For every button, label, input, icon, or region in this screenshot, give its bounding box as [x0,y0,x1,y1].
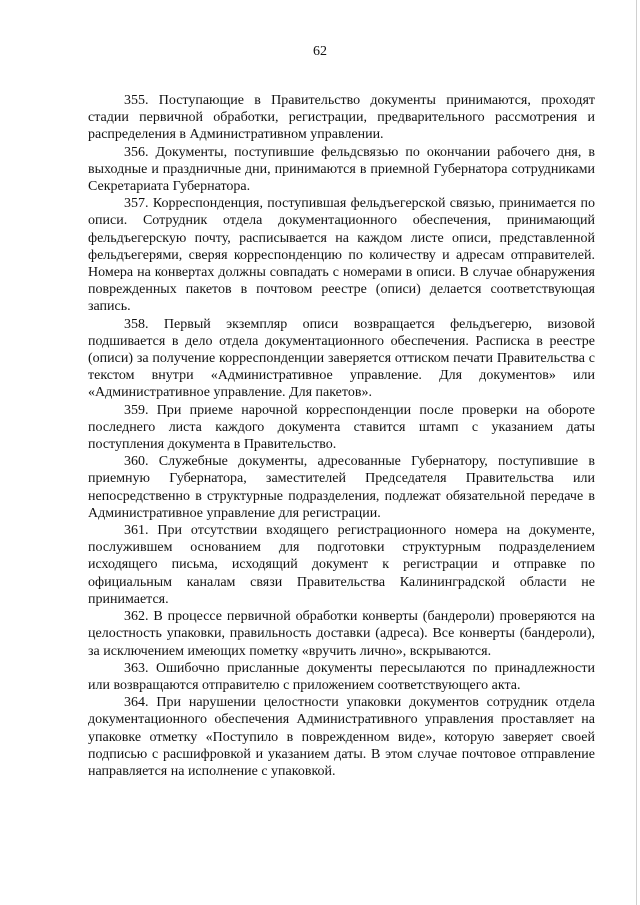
paragraph-360: 360. Служебные документы, адресованные Губернатору, поступившие в приемную Губернатора, заместителей Председателя Правительства или непосредственно в структурные подразделения, подлежат обязательной передаче в Административное управление для регистрации. [88,454,595,521]
page-number: 62 [313,44,327,59]
paragraph-363: 363. Ошибочно присланные документы пересылаются по принадлежности или возвращаются отправителю с приложением соответствующего акта. [88,660,595,693]
paragraph-361: 361. При отсутствии входящего регистрационного номера на документе, послужившем основанием для подготовки структурным подразделением исходящего письма, исходящий документ к регистрации и отправке по официальным каналам связи Правительства Калининградской области не принимается. [88,523,595,607]
paragraph-355: 355. Поступающие в Правительство документы принимаются, проходят стадии первичной обработки, регистрации, предварительного рассмотрения и распределения в Административном управлении. [88,93,595,143]
paragraph-364: 364. При нарушении целостности упаковки документов сотрудник отдела документационного обеспечения Административного управления проставляет на упаковке отметку «Поступило в поврежденном виде», которую заверяет своей подписью с расшифровкой и указанием даты. В этом случае почтовое отправление направляется на исполнение с упаковкой. [88,695,595,779]
paragraph-358: 358. Первый экземпляр описи возвращается фельдъегерю, визовой подшивается в дело отдела документационного обеспечения. Расписка в реестре (описи) за получение корреспонденции заверяется оттиском печати Правительства с текстом внутри «Административное управление. Для документов» или «Административное управление. Для пакетов». [88,316,595,401]
paragraph-357: 357. Корреспонденция, поступившая фельдъегерской связью, принимается по описи. Сотрудник отдела документационного обеспечения, принимающий фельдъегерскую почту, расписывается на каждом листе описи, представленной фельдъегерями, сверяя корреспонденцию по количеству и адресам отправителей. Номера на конвертах должны совпадать с номерами в описи. В случае обнаружения поврежденных пакетов в почтовом реестре (описи) делается соответствующая запись. [88,196,595,315]
scan-edge-line [636,0,637,905]
paragraph-356: 356. Документы, поступившие фельдсвязью по окончании рабочего дня, в выходные и праздничные дни, принимаются в приемной Губернатора сотрудниками Секретариата Губернатора. [88,144,595,195]
paragraph-362: 362. В процессе первичной обработки конверты (бандероли) проверяются на целостность упаковки, правильность доставки (адреса). Все конверты (бандероли), за исключением имеющих пометку «вручить лично», вскрываются. [88,609,595,659]
document-body [88,92,595,780]
paragraph-359: 359. При приеме нарочной корреспонденции после проверки на обороте последнего листа каждого документа ставится штамп с указанием даты поступления документа в Правительство. [88,402,595,453]
